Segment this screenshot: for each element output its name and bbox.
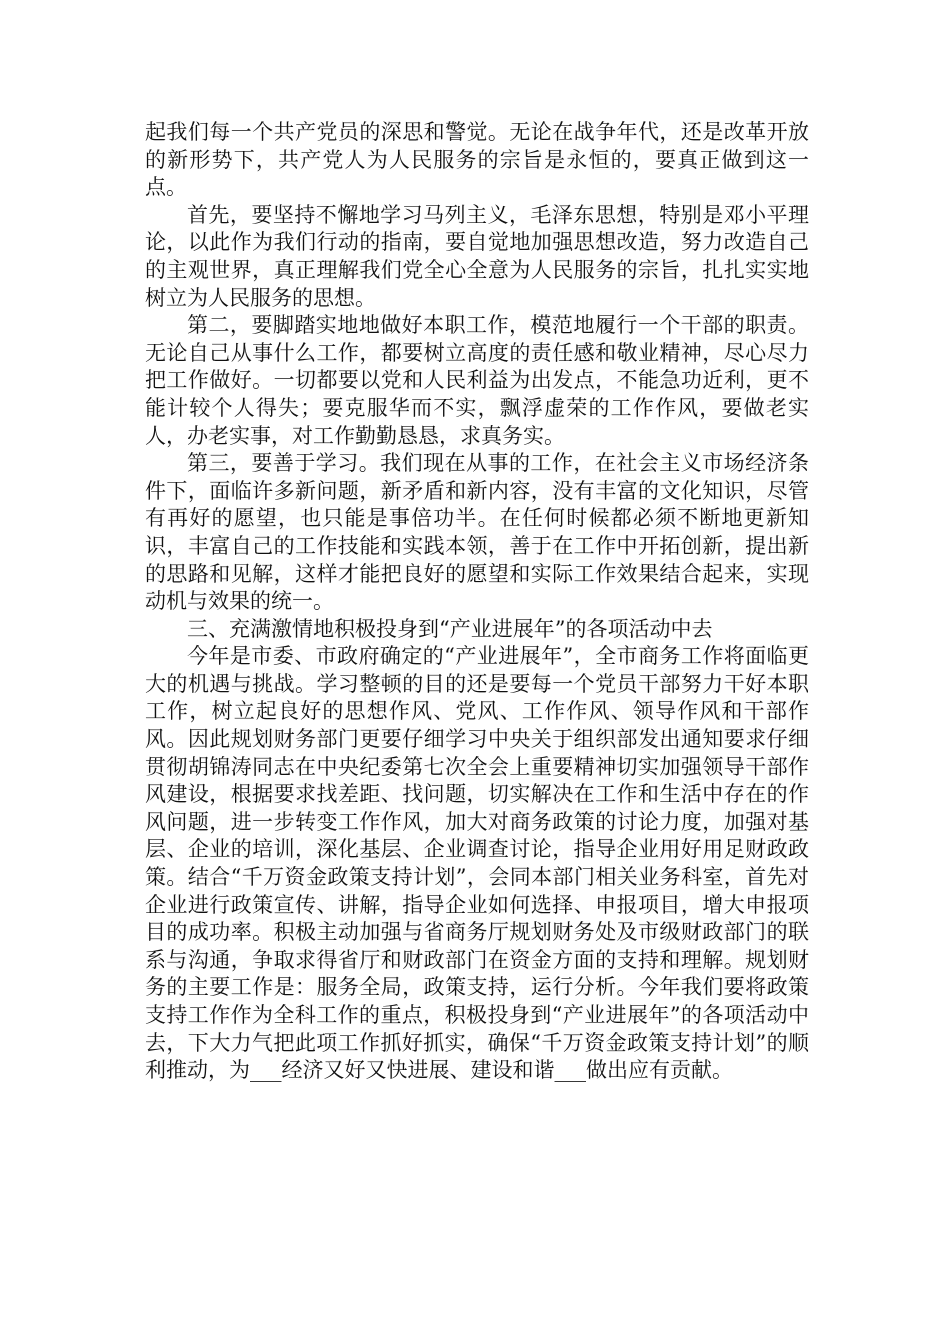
- paragraph-second-point: 第二，要脚踏实地地做好本职工作，模范地履行一个干部的职责。无论自己从事什么工作，都要树立高度的责任感和敬业精神，尽心尽力把工作做好。一切都要以党和人民利益为出发点，不能急功近利，更不能计较个人得失；要克服华而不实，飘浮虚荣的工作作风，要做老实人，办老实事，对工作勤勤恳恳，求真务实。: [145, 313, 809, 448]
- paragraph-continuation: 起我们每一个共产党员的深思和警觉。无论在战争年代，还是改革开放的新形势下，共产党人为人民服务的宗旨是永恒的，要真正做到这一点。: [145, 120, 809, 200]
- section-heading: 三、充满激情地积极投身到“产业进展年”的各项活动中去: [187, 616, 713, 641]
- paragraph-third-point: 第三，要善于学习。我们现在从事的工作，在社会主义市场经济条件下，面临许多新问题，新矛盾和新内容，没有丰富的文化知识，尽管有再好的愿望，也只能是事倍功半。在任何时候都必须不断地更新知识，丰富自己的工作技能和实践本领，善于在工作中开拓创新，提出新的思路和见解，这样才能把良好的愿望和实际工作效果结合起来，实现动机与效果的统一。: [145, 451, 809, 614]
- paragraph-industry-year: 今年是市委、市政府确定的“产业进展年”，全市商务工作将面临更大的机遇与挑战。学习整顿的目的还是要每一个党员干部努力干好本职工作，树立起良好的思想作风、党风、工作作风、领导作风和干部作风。因此规划财务部门更要仔细学习中央关于组织部发出通知要求仔细贯彻胡锦涛同志在中央纪委第七次全会上重要精神切实加强领导干部作风建设，根据要求找差距、找问题，切实解决在工作和生活中存在的作风问题，进一步转变工作作风，加大对商务政策的讨论力度，加强对基层、企业的培训，深化基层、企业调查讨论，指导企业用好用足财政政策。结合“千万资金政策支持计划”，会同本部门相关业务科室，首先对企业进行政策宣传、讲解，指导企业如何选择、申报项目，增大申报项目的成功率。积极主动加强与省商务厅规划财务处及市级财政部门的联系与沟通，争取求得省厅和财政部门在资金方面的支持和理解。规划财务的主要工作是：服务全局，政策支持，运行分析。今年我们要将政策支持工作作为全科工作的重点，积极投身到“产业进展年”的各项活动中去，下大力气把此项工作抓好抓实，确保“千万资金政策支持计划”的顺利推动，为___经济又好又快进展、建设和谐___做出应有贡献。: [145, 644, 809, 1083]
- document-page: [145, 119, 809, 1085]
- paragraph-first-point: 首先，要坚持不懈地学习马列主义，毛泽东思想，特别是邓小平理论，以此作为我们行动的指南，要自觉地加强思想改造，努力改造自己的主观世界，真正理解我们党全心全意为人民服务的宗旨，扎扎实实地树立为人民服务的思想。: [145, 202, 809, 310]
